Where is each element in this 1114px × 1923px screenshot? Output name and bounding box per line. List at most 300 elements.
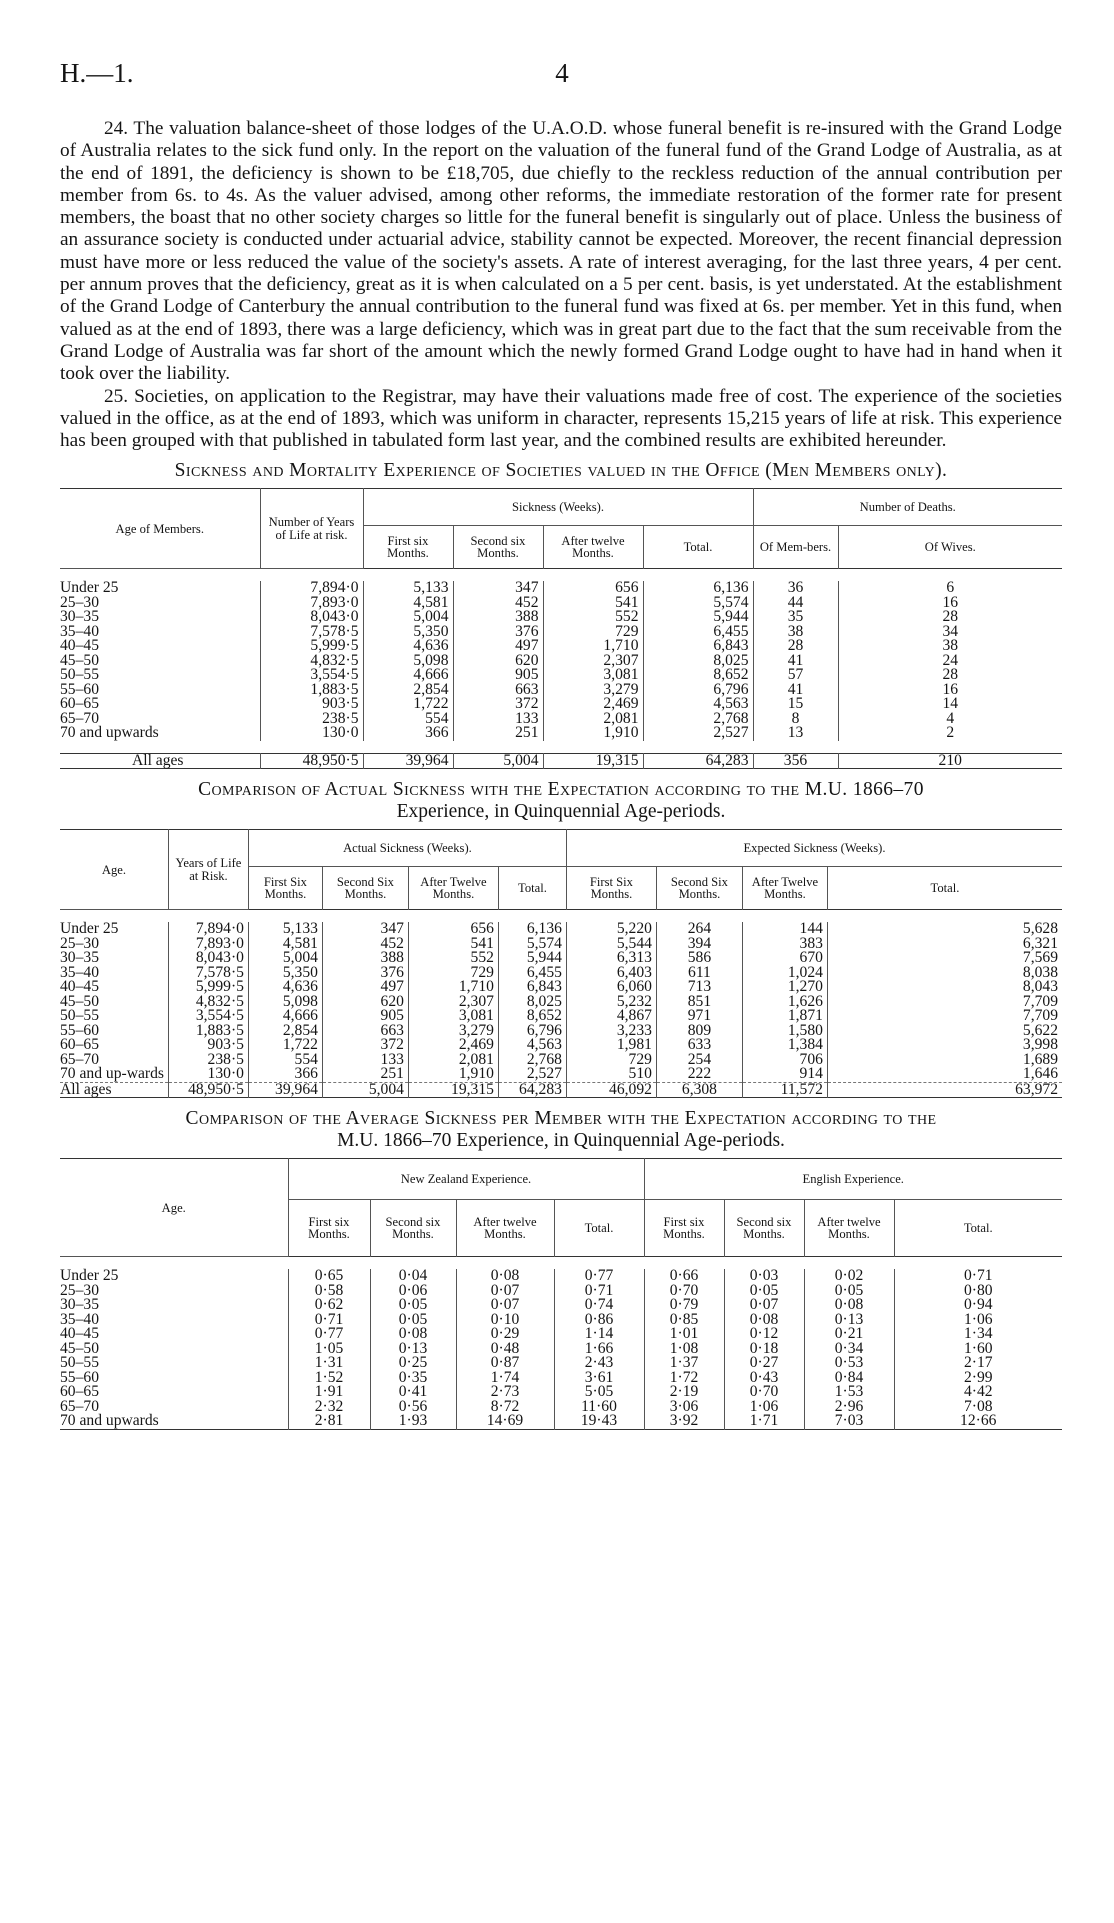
cell: 0·08: [724, 1313, 804, 1328]
cell: 3,279: [408, 1024, 498, 1039]
cell: 4,636: [248, 980, 322, 995]
cell: 372: [453, 697, 543, 712]
row-label: 70 and upwards: [60, 724, 159, 742]
cell: 6,060: [566, 980, 656, 995]
row-label: 55–60: [60, 1368, 99, 1386]
cell: 8,043·0: [168, 951, 248, 966]
cell: 0·06: [370, 1284, 456, 1299]
row-label: 35–40: [60, 1310, 99, 1328]
cell: 0·08: [456, 1269, 554, 1284]
cell: 254: [656, 1053, 742, 1068]
cell: 7,578·5: [168, 966, 248, 981]
t1-data-row: [60, 654, 1062, 669]
cell: 3,998: [827, 1038, 1062, 1053]
cell: 5,622: [827, 1024, 1062, 1039]
cell: 0·34: [804, 1342, 894, 1357]
t1-header-first-six: First six Months.: [363, 526, 453, 569]
spacer-cell: [60, 741, 1062, 754]
cell: 16: [838, 596, 1062, 611]
cell: 1·08: [644, 1342, 724, 1357]
cell: 6,321: [827, 937, 1062, 952]
cell: 36: [753, 581, 838, 596]
t1-total-row: [60, 753, 1062, 769]
cell: 7·03: [804, 1414, 894, 1429]
cell: 2·96: [804, 1400, 894, 1415]
cell: 383: [742, 937, 827, 952]
cell: 0·94: [894, 1298, 1062, 1313]
cell: 5,574: [643, 596, 753, 611]
cell: 48,950·5: [168, 1082, 248, 1098]
row-label: All ages: [131, 751, 184, 769]
cell: 19·43: [554, 1414, 644, 1429]
t1-header-sickness-group: Sickness (Weeks).: [363, 489, 753, 526]
row-label: 30–35: [60, 1296, 99, 1314]
spacer-row: [60, 741, 1062, 754]
cell: 3,081: [543, 668, 643, 683]
row-label: Under 25: [60, 1267, 119, 1285]
cell: 1·06: [724, 1400, 804, 1415]
row-label: 60–65: [60, 695, 99, 713]
t2-header-exp-total: Total.: [827, 867, 1062, 910]
cell: 0·71: [554, 1284, 644, 1299]
cell: 5,098: [248, 995, 322, 1010]
t1-data-row: [60, 581, 1062, 596]
t2-total-row: [60, 1082, 1062, 1098]
cell: 1,871: [742, 1009, 827, 1024]
row-label: 25–30: [60, 593, 99, 611]
t1-data-row: [60, 712, 1062, 727]
cell: 48,950·5: [260, 753, 363, 769]
cell: 34: [838, 625, 1062, 640]
row-label: 30–35: [60, 949, 99, 967]
row-label: 35–40: [60, 622, 99, 640]
cell: 0·56: [370, 1400, 456, 1415]
cell: 41: [753, 654, 838, 669]
cell: 3·06: [644, 1400, 724, 1415]
cell: 4,832·5: [260, 654, 363, 669]
cell: 633: [656, 1038, 742, 1053]
spacer-row: [60, 569, 1062, 582]
t2-header-after-twelve: After Twelve Months.: [408, 867, 498, 910]
row-label: 30–35: [60, 608, 99, 626]
cell: 5,004: [322, 1082, 408, 1098]
cell: 729: [543, 625, 643, 640]
cell: 0·58: [288, 1284, 370, 1299]
cell: 4,666: [363, 668, 453, 683]
cell: 706: [742, 1053, 827, 1068]
cell: 0·53: [804, 1356, 894, 1371]
cell: 0·07: [456, 1298, 554, 1313]
cell: 0·21: [804, 1327, 894, 1342]
t3-header-en-second-six: Second six Months.: [724, 1200, 804, 1257]
row-label: 70 and up-wards: [60, 1065, 164, 1083]
cell: 510: [566, 1067, 656, 1082]
cell: 0·05: [370, 1313, 456, 1328]
t1-header-wives: Of Wives.: [838, 526, 1062, 569]
cell: 2,527: [498, 1067, 566, 1082]
t1-header-age: Age of Members.: [60, 489, 260, 569]
table2-caption-line1: Comparison of Actual Sickness with the Expectation according to the M.U. 1866–70: [198, 779, 924, 801]
row-label: 50–55: [60, 666, 99, 684]
cell: 6,136: [643, 581, 753, 596]
cell: 133: [322, 1053, 408, 1068]
cell: 914: [742, 1067, 827, 1082]
t3-data-row: [60, 1327, 1062, 1342]
row-label: 70 and upwards: [60, 1412, 159, 1430]
cell: 5·05: [554, 1385, 644, 1400]
cell: 5,628: [827, 922, 1062, 937]
cell: 222: [656, 1067, 742, 1082]
row-label: 45–50: [60, 651, 99, 669]
cell: 6,403: [566, 966, 656, 981]
cell: 0·18: [724, 1342, 804, 1357]
cell: 0·25: [370, 1356, 456, 1371]
cell: 0·65: [288, 1269, 370, 1284]
t1-data-row: [60, 625, 1062, 640]
cell: 0·62: [288, 1298, 370, 1313]
cell: 130·0: [168, 1067, 248, 1082]
t3-data-row: [60, 1298, 1062, 1313]
cell: 1,910: [543, 726, 643, 741]
cell: 3·92: [644, 1414, 724, 1429]
cell: 620: [453, 654, 543, 669]
cell: 663: [322, 1024, 408, 1039]
body-content: [60, 118, 1062, 1430]
cell: 0·80: [894, 1284, 1062, 1299]
cell: 0·05: [724, 1284, 804, 1299]
cell: 5,004: [363, 610, 453, 625]
cell: 1·60: [894, 1342, 1062, 1357]
actual-vs-expected-table: [60, 829, 1062, 1098]
cell: 238·5: [168, 1053, 248, 1068]
cell: 6,455: [498, 966, 566, 981]
table2-caption-line2: Experience, in Quinquennial Age-periods.: [396, 801, 726, 823]
t2-body: [60, 910, 1062, 1098]
cell: 5,350: [363, 625, 453, 640]
cell: 2,527: [643, 726, 753, 741]
cell: 24: [838, 654, 1062, 669]
cell: 0·27: [724, 1356, 804, 1371]
cell: 0·02: [804, 1269, 894, 1284]
t1-header-after-twelve: After twelve Months.: [543, 526, 643, 569]
t1-header-second-six: Second six Months.: [453, 526, 543, 569]
cell: 0·13: [370, 1342, 456, 1357]
cell: 971: [656, 1009, 742, 1024]
cell: 452: [453, 596, 543, 611]
cell: 1,910: [408, 1067, 498, 1082]
cell: 2,307: [543, 654, 643, 669]
cell: 0·08: [804, 1298, 894, 1313]
row-label: 50–55: [60, 1354, 99, 1372]
cell: 8,043·0: [260, 610, 363, 625]
cell: 12·66: [894, 1414, 1062, 1429]
cell: 0·08: [370, 1327, 456, 1342]
cell: 2,854: [363, 683, 453, 698]
table1-caption: Sickness and Mortality Experience of Societies valued in the Office (Men Members only).: [174, 460, 948, 482]
cell: 4,563: [643, 697, 753, 712]
cell: 3,554·5: [260, 668, 363, 683]
cell: 4,581: [363, 596, 453, 611]
cell: 1·14: [554, 1327, 644, 1342]
cell: 656: [543, 581, 643, 596]
cell: 554: [248, 1053, 322, 1068]
cell: 6,136: [498, 922, 566, 937]
cell: 0·79: [644, 1298, 724, 1313]
cell: 0·84: [804, 1371, 894, 1386]
cell: 388: [322, 951, 408, 966]
cell: 1·31: [288, 1356, 370, 1371]
t2-header-second-six: Second Six Months.: [322, 867, 408, 910]
cell: 0·12: [724, 1327, 804, 1342]
cell: 366: [363, 726, 453, 741]
cell: 0·35: [370, 1371, 456, 1386]
cell: 3,081: [408, 1009, 498, 1024]
average-sickness-table: [60, 1158, 1062, 1430]
row-label: 35–40: [60, 963, 99, 981]
t3-data-row: [60, 1342, 1062, 1357]
cell: 8,043: [827, 980, 1062, 995]
paragraph-24: 24. The valuation balance-sheet of those lodges of the U.A.O.D. whose funeral benefit is re-insured with the Grand Lodge of Australia relates to the sick fund only. In the report on the valuation of the funeral fund of the Grand Lodge of Australia, as at the end of 1891, the deficiency is shown to be £18,705, due chiefly to the reckless reduction of the annual contribution per member from 6s. to 4s. As the valuer advised, among other reforms, the immediate restoration of the former rate for present members, the boast that no other society charges so little for the funeral benefit is singularly out of place. Unless the business of an assurance society is conducted under actuarial advice, stability cannot be expected. Moreover, the recent financial depression must have more or less reduced the value of the society's assets. A rate of interest averaging, for the last three years, 4 per cent. per annum proves that the deficiency, great as it is when calculated on a 5 per cent. basis, is yet understated. At the establishment of the Grand Lodge of Canterbury the annual contribution to the funeral fund was fixed at 6s. per member. Yet in this fund, when valued as at the end of 1893, there was a large deficiency, which was in great part due to the fact that the sum receivable from the Grand Lodge of Australia was far short of the amount which the newly formed Grand Lodge ought to have had in hand when it took over the liability.: [60, 118, 1062, 385]
row-label: 40–45: [60, 978, 99, 996]
cell: 38: [838, 639, 1062, 654]
cell: 1,270: [742, 980, 827, 995]
t3-header-after-twelve: After twelve Months.: [456, 1200, 554, 1257]
cell: 7,709: [827, 1009, 1062, 1024]
t1-data-row: [60, 683, 1062, 698]
cell: 0·03: [724, 1269, 804, 1284]
cell: 7,569: [827, 951, 1062, 966]
cell: 8,025: [643, 654, 753, 669]
row-label: 55–60: [60, 1021, 99, 1039]
cell: 19,315: [543, 753, 643, 769]
t2-header-exp-second-six: Second Six Months.: [656, 867, 742, 910]
cell: 11,572: [742, 1082, 827, 1098]
cell: 7,893·0: [260, 596, 363, 611]
cell: 1,384: [742, 1038, 827, 1053]
cell: 8: [753, 712, 838, 727]
row-label: 45–50: [60, 1339, 99, 1357]
cell: 5,350: [248, 966, 322, 981]
cell: 0·85: [644, 1313, 724, 1328]
cell: 0·04: [370, 1269, 456, 1284]
cell: 541: [408, 937, 498, 952]
cell: 0·43: [724, 1371, 804, 1386]
cell: 1,689: [827, 1053, 1062, 1068]
cell: 2,081: [408, 1053, 498, 1068]
spacer-cell: [60, 1257, 1062, 1270]
row-label: 40–45: [60, 637, 99, 655]
cell: 19,315: [408, 1082, 498, 1098]
cell: 2·73: [456, 1385, 554, 1400]
cell: 656: [408, 922, 498, 937]
cell: 5,004: [248, 951, 322, 966]
sickness-mortality-table: [60, 488, 1062, 769]
cell: 0·05: [370, 1298, 456, 1313]
t1-data-row: [60, 610, 1062, 625]
cell: 3,279: [543, 683, 643, 698]
table3-caption-line1: Comparison of the Average Sickness per Member with the Expectation according to the: [185, 1108, 937, 1130]
cell: 16: [838, 683, 1062, 698]
cell: 238·5: [260, 712, 363, 727]
cell: 0·70: [724, 1385, 804, 1400]
t3-data-row: [60, 1385, 1062, 1400]
t1-header-total: Total.: [643, 526, 753, 569]
cell: 8,025: [498, 995, 566, 1010]
cell: 663: [453, 683, 543, 698]
t3-data-row: [60, 1371, 1062, 1386]
row-label: 55–60: [60, 680, 99, 698]
cell: 6,843: [643, 639, 753, 654]
t1-header-years: Number of Years of Life at risk.: [260, 489, 363, 569]
cell: 0·66: [644, 1269, 724, 1284]
cell: 1,580: [742, 1024, 827, 1039]
t1-data-row: [60, 596, 1062, 611]
cell: 144: [742, 922, 827, 937]
cell: 0·07: [724, 1298, 804, 1313]
cell: 46,092: [566, 1082, 656, 1098]
cell: 7·08: [894, 1400, 1062, 1415]
cell: 2·43: [554, 1356, 644, 1371]
t3-header-first-six: First six Months.: [288, 1200, 370, 1257]
cell: 5,133: [363, 581, 453, 596]
cell: 4,563: [498, 1038, 566, 1053]
cell: 2·32: [288, 1400, 370, 1415]
cell: 44: [753, 596, 838, 611]
cell: 670: [742, 951, 827, 966]
cell: 8·72: [456, 1400, 554, 1415]
spacer-row: [60, 1257, 1062, 1270]
cell: 0·77: [554, 1269, 644, 1284]
cell: 8,652: [498, 1009, 566, 1024]
t3-data-row: [60, 1356, 1062, 1371]
cell: 2·19: [644, 1385, 724, 1400]
cell: 554: [363, 712, 453, 727]
cell: 11·60: [554, 1400, 644, 1415]
cell: 347: [453, 581, 543, 596]
cell: 5,944: [498, 951, 566, 966]
t2-header-first-six: First Six Months.: [248, 867, 322, 910]
cell: 14·69: [456, 1414, 554, 1429]
cell: 356: [753, 753, 838, 769]
cell: 3·61: [554, 1371, 644, 1386]
t1-data-row: [60, 726, 1062, 741]
t3-data-row: [60, 1269, 1062, 1284]
cell: 1,626: [742, 995, 827, 1010]
cell: 5,999·5: [260, 639, 363, 654]
cell: 497: [453, 639, 543, 654]
t3-header-en-group: English Experience.: [644, 1159, 1062, 1200]
cell: 1·74: [456, 1371, 554, 1386]
cell: 713: [656, 980, 742, 995]
cell: 3,554·5: [168, 1009, 248, 1024]
page-header: [60, 58, 1064, 98]
cell: 1·53: [804, 1385, 894, 1400]
cell: 2: [838, 726, 1062, 741]
cell: 552: [543, 610, 643, 625]
t2-header-exp-after-twelve: After Twelve Months.: [742, 867, 827, 910]
cell: 5,544: [566, 937, 656, 952]
cell: 394: [656, 937, 742, 952]
t2-header-exp-first-six: First Six Months.: [566, 867, 656, 910]
t3-data-row: [60, 1414, 1062, 1429]
cell: 611: [656, 966, 742, 981]
t3-header-nz-group: New Zealand Experience.: [288, 1159, 644, 1200]
row-label: 25–30: [60, 1281, 99, 1299]
cell: 376: [322, 966, 408, 981]
t1-data-row: [60, 697, 1062, 712]
cell: 586: [656, 951, 742, 966]
row-label: 65–70: [60, 709, 99, 727]
cell: 6,796: [498, 1024, 566, 1039]
cell: 4,832·5: [168, 995, 248, 1010]
cell: 5,133: [248, 922, 322, 937]
t3-header-en-first-six: First six Months.: [644, 1200, 724, 1257]
t1-header-deaths-group: Number of Deaths.: [753, 489, 1062, 526]
cell: 64,283: [498, 1082, 566, 1098]
cell: 63,972: [827, 1082, 1062, 1098]
t2-header-expected-group: Expected Sickness (Weeks).: [566, 830, 1062, 867]
cell: 809: [656, 1024, 742, 1039]
cell: 1·06: [894, 1313, 1062, 1328]
cell: 2·99: [894, 1371, 1062, 1386]
cell: 3,233: [566, 1024, 656, 1039]
cell: 7,894·0: [168, 922, 248, 937]
row-label: 25–30: [60, 934, 99, 952]
cell: 264: [656, 922, 742, 937]
cell: 0·77: [288, 1327, 370, 1342]
t2-header-age: Age.: [60, 830, 168, 910]
cell: 1·93: [370, 1414, 456, 1429]
cell: 366: [248, 1067, 322, 1082]
row-label: 40–45: [60, 1325, 99, 1343]
cell: 13: [753, 726, 838, 741]
cell: 1·37: [644, 1356, 724, 1371]
cell: 5,944: [643, 610, 753, 625]
t3-data-row: [60, 1400, 1062, 1415]
cell: 2,768: [498, 1053, 566, 1068]
paragraph-25: 25. Societies, on application to the Registrar, may have their valuations made free of cost. The experience of the societies valued in the office, as at the end of 1893, which was uniform in character, represents 15,215 years of life at risk. This experience has been grouped with that published in tabulated form last year, and the combined results are exhibited hereunder.: [60, 385, 1062, 452]
cell: 4,666: [248, 1009, 322, 1024]
cell: 0·71: [894, 1269, 1062, 1284]
t1-header-members: Of Mem-bers.: [753, 526, 838, 569]
cell: 1·05: [288, 1342, 370, 1357]
cell: 6,843: [498, 980, 566, 995]
cell: 376: [453, 625, 543, 640]
t3-header-age: Age.: [60, 1159, 288, 1257]
cell: 4,867: [566, 1009, 656, 1024]
cell: 5,220: [566, 922, 656, 937]
cell: 5,098: [363, 654, 453, 669]
cell: 552: [408, 951, 498, 966]
cell: 851: [656, 995, 742, 1010]
cell: 1,883·5: [260, 683, 363, 698]
t3-body: [60, 1257, 1062, 1430]
row-label: 50–55: [60, 1007, 99, 1025]
cell: 729: [408, 966, 498, 981]
cell: 1·71: [724, 1414, 804, 1429]
cell: 0·86: [554, 1313, 644, 1328]
cell: 0·48: [456, 1342, 554, 1357]
cell: 2·81: [288, 1414, 370, 1429]
row-label: Under 25: [60, 920, 119, 938]
cell: 620: [322, 995, 408, 1010]
cell: 0·10: [456, 1313, 554, 1328]
cell: 903·5: [260, 697, 363, 712]
cell: 6,455: [643, 625, 753, 640]
cell: 0·70: [644, 1284, 724, 1299]
cell: 210: [838, 753, 1062, 769]
cell: 2,469: [408, 1038, 498, 1053]
